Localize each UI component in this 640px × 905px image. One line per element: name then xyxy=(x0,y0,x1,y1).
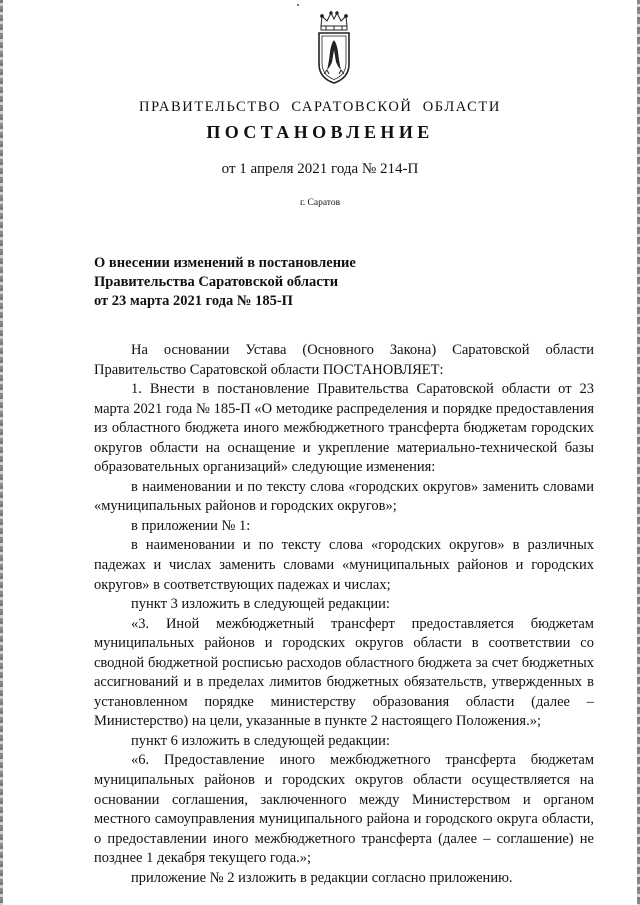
coat-of-arms-icon xyxy=(312,10,356,86)
subject-line: О внесении изменений в постановление xyxy=(94,255,356,271)
government-name: ПРАВИТЕЛЬСТВО САРАТОВСКОЙ ОБЛАСТИ xyxy=(139,99,501,115)
document-subject xyxy=(94,254,424,311)
paragraph-point-3-text: «3. Иной межбюджетный трансферт предоставляется бюджетам муниципальных районов и городских округов области в соответствии со сводной бюджетной росписью расходов областного бюджета за счет бюджетных ассигнований и в пределах лимитов бюджетных обязательств, утвержденных в установленном порядке министерству образования области (далее – Министерство) на цели, указанные в пункте 2 настоящего Положения.»; xyxy=(94,615,594,730)
paragraph-point-6-intro: пункт 6 изложить в следующей редакции: xyxy=(131,732,390,749)
paragraph-item-1: 1. Внести в постановление Правительства Саратовской области от 23 марта 2021 года № 185-П «О методике распределения и порядке предоставления из областного бюджета иного межбюджетного трансферта бюджетам городских округов области на оснащение и укрепление материально-технической базы образовательных организаций» следующие изменения: xyxy=(94,381,594,476)
paragraph-preamble: На основании Устава (Основного Закона) Саратовской области Правительство Саратовской области ПОСТАНОВЛЯЕТ: xyxy=(94,342,594,378)
paragraph-point-6-text: «6. Предоставление иного межбюджетного трансферта бюджетам муниципальных районов и городских округов области осуществляется на основании соглашения, заключенного между Министерством и органом местного самоуправления муниципального района и городского округа области, о предоставлении иного межбюджетного трансферта (далее – соглашение) не позднее 1 декабря текущего года.»; xyxy=(94,752,594,867)
document-body xyxy=(94,341,594,888)
document-city: г. Саратов xyxy=(299,198,341,208)
paragraph-point-3-intro: пункт 3 изложить в следующей редакции: xyxy=(131,596,390,613)
document-type-title: ПОСТАНОВЛЕНИЕ xyxy=(206,122,434,142)
subject-line: от 23 марта 2021 года № 185-П xyxy=(94,293,293,309)
document-date-number: от 1 апреля 2021 года № 214-П xyxy=(221,161,419,177)
paragraph-appendix-1: в приложении № 1: xyxy=(131,517,251,534)
scan-speck xyxy=(297,4,299,6)
subject-line: Правительства Саратовской области xyxy=(94,274,339,290)
paragraph-title-change: в наименовании и по тексту слова «городских округов» заменить словами «муниципальных районов и городских округов»; xyxy=(94,478,594,515)
paragraph-appendix-2: приложение № 2 изложить в редакции согласно приложению. xyxy=(131,869,513,886)
paragraph-text-change: в наименовании и по тексту слова «городских округов» в различных падежах и числах заменить словами «муниципальных районов и городских округов» в соответствующих падежах и числах; xyxy=(94,537,594,593)
